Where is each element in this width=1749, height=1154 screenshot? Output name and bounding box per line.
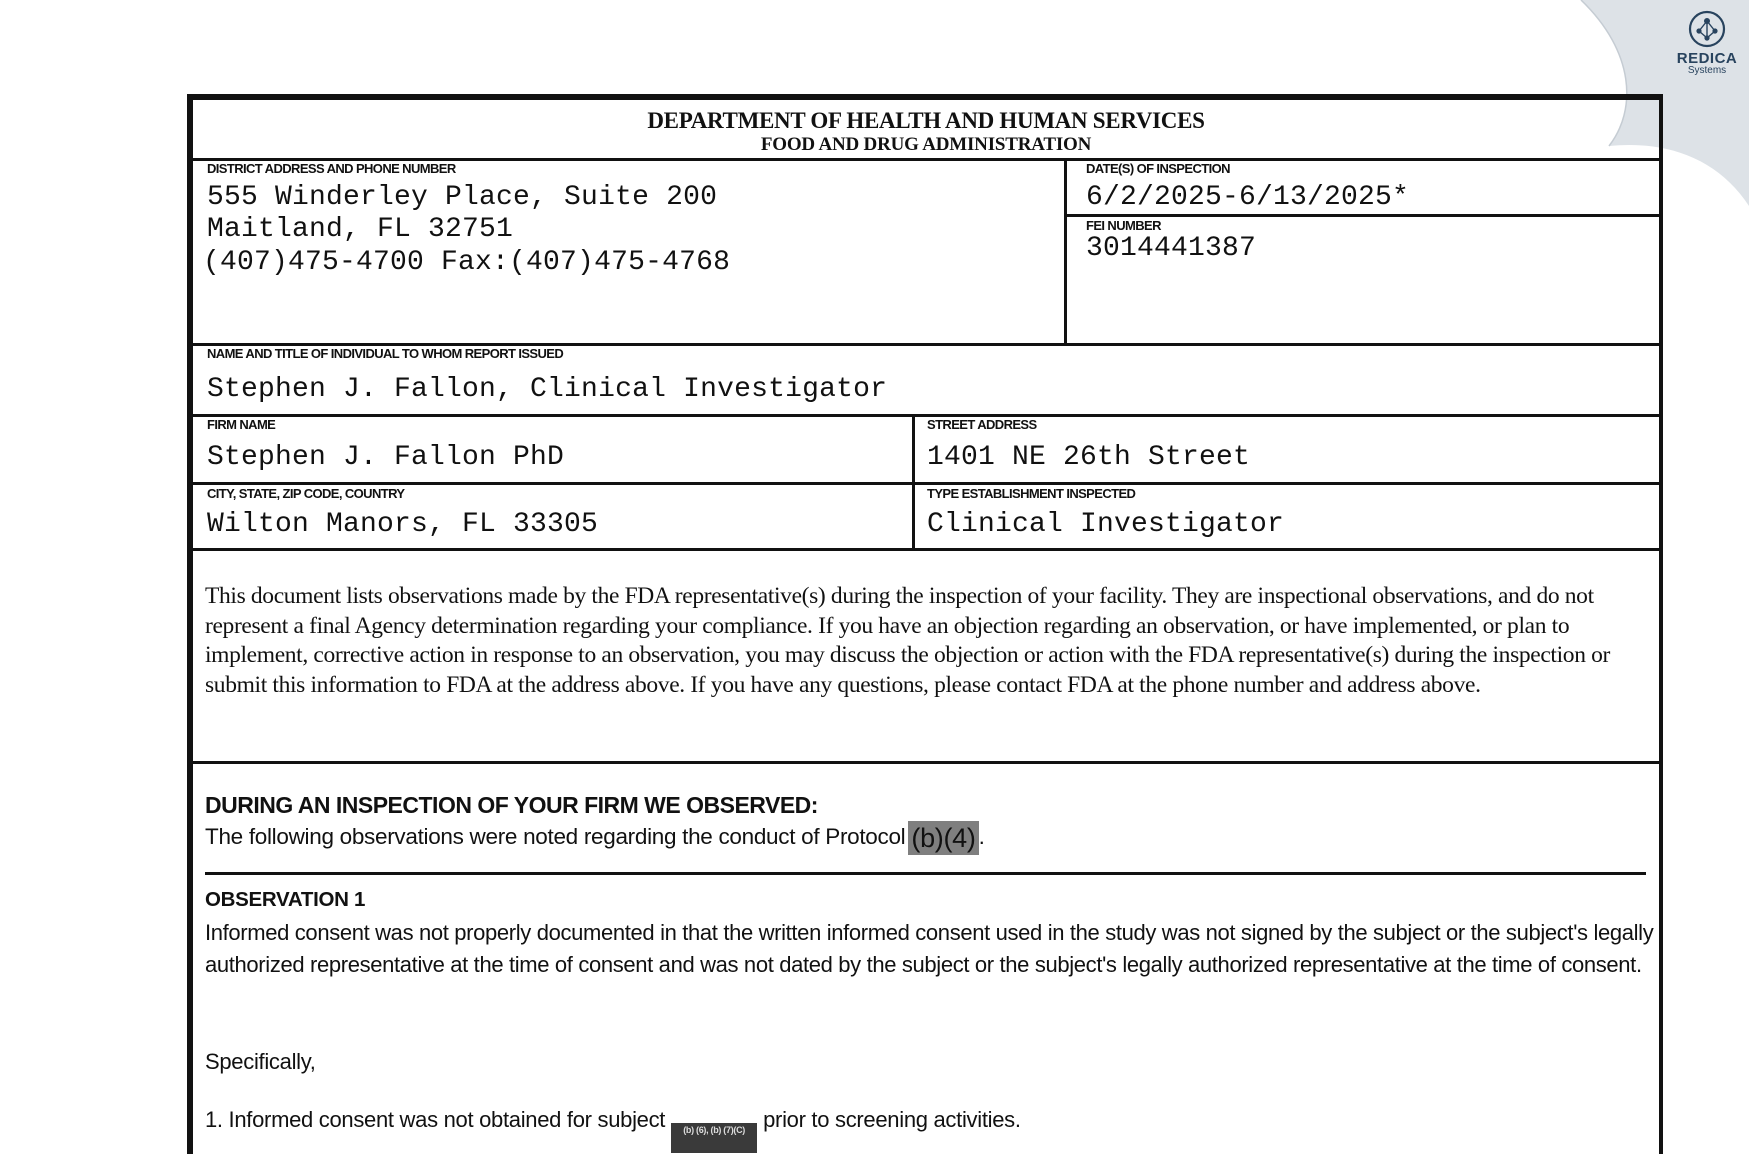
divider <box>205 872 1646 875</box>
fei-number: 3014441387 <box>1086 233 1257 264</box>
item-1-end: prior to screening activities. <box>763 1107 1021 1132</box>
issued-to-value: Stephen J. Fallon, Clinical Investigator <box>207 374 888 405</box>
fei-label: FEI NUMBER <box>1086 218 1161 233</box>
street-address-label: STREET ADDRESS <box>927 417 1037 432</box>
redaction-box: (b) (6), (b) (7)(C) <box>671 1123 757 1153</box>
observations-intro <box>205 821 985 855</box>
city-label: CITY, STATE, ZIP CODE, COUNTRY <box>207 486 405 501</box>
district-address-line1: 555 Winderley Place, Suite 200 <box>207 182 718 213</box>
specifically-text: Specifically, <box>205 1049 316 1074</box>
district-address-line2: Maitland, FL 32751 <box>207 214 514 245</box>
inspection-dates-label: DATE(S) OF INSPECTION <box>1086 161 1230 176</box>
brand-name: REDICA <box>1676 50 1738 67</box>
city-state-zip: Wilton Manors, FL 33305 <box>207 509 599 540</box>
observation-1-body: Informed consent was not properly documented in that the written informed consent used in the study was not signed by the subject or the subject's legally authorized representative at the time of consent and was not dated by the subject or the subject's legally authorized representative at the time of consent. <box>205 920 1654 977</box>
observations-intro-text: The following observations were noted regarding the conduct of Protocol <box>205 824 906 849</box>
divider <box>193 482 1659 485</box>
department-title: DEPARTMENT OF HEALTH AND HUMAN SERVICES <box>647 108 1205 133</box>
establishment-type: Clinical Investigator <box>927 509 1285 540</box>
divider <box>1064 214 1659 217</box>
district-label: DISTRICT ADDRESS AND PHONE NUMBER <box>207 161 456 176</box>
issued-to-label: NAME AND TITLE OF INDIVIDUAL TO WHOM REPORT ISSUED <box>207 346 564 361</box>
district-phone: (407)475-4700 Fax:(407)475-4768 <box>203 247 731 278</box>
fda-483-form <box>187 94 1663 1154</box>
brand-subtitle: Systems <box>1687 65 1727 76</box>
divider <box>1064 158 1067 344</box>
divider <box>193 761 1659 764</box>
observation-1-item-1 <box>205 1107 1021 1153</box>
redaction-box: (b)(4) <box>908 821 978 855</box>
item-1-text: 1. Informed consent was not obtained for subject <box>205 1107 666 1132</box>
redica-logo-icon <box>1687 9 1727 49</box>
observations-intro-end: . <box>978 824 985 849</box>
observed-heading: DURING AN INSPECTION OF YOUR FIRM WE OBSERVED: <box>205 792 818 818</box>
divider <box>193 548 1659 551</box>
establishment-type-label: TYPE ESTABLISHMENT INSPECTED <box>927 486 1136 501</box>
street-address: 1401 NE 26th Street <box>927 442 1251 473</box>
inspection-dates: 6/2/2025-6/13/2025* <box>1086 182 1410 213</box>
divider <box>193 414 1659 417</box>
notice-paragraph: This document lists observations made by the FDA representative(s) during the inspection of your facility. They are inspectional observations, and do not represent a final Agency determination regarding your compliance. If you have an objection regarding an observation, or have implemented, or plan to implement, corrective action in response to an observation, you may discuss the objection or action with the FDA representative(s) during the inspection or submit this information to FDA at the address above. If you have any questions, please contact FDA at the phone number and address above. <box>205 583 1610 698</box>
firm-name: Stephen J. Fallon PhD <box>207 442 565 473</box>
observation-1-title: OBSERVATION 1 <box>205 888 366 911</box>
agency-title: FOOD AND DRUG ADMINISTRATION <box>760 134 1092 155</box>
firm-name-label: FIRM NAME <box>207 417 276 432</box>
